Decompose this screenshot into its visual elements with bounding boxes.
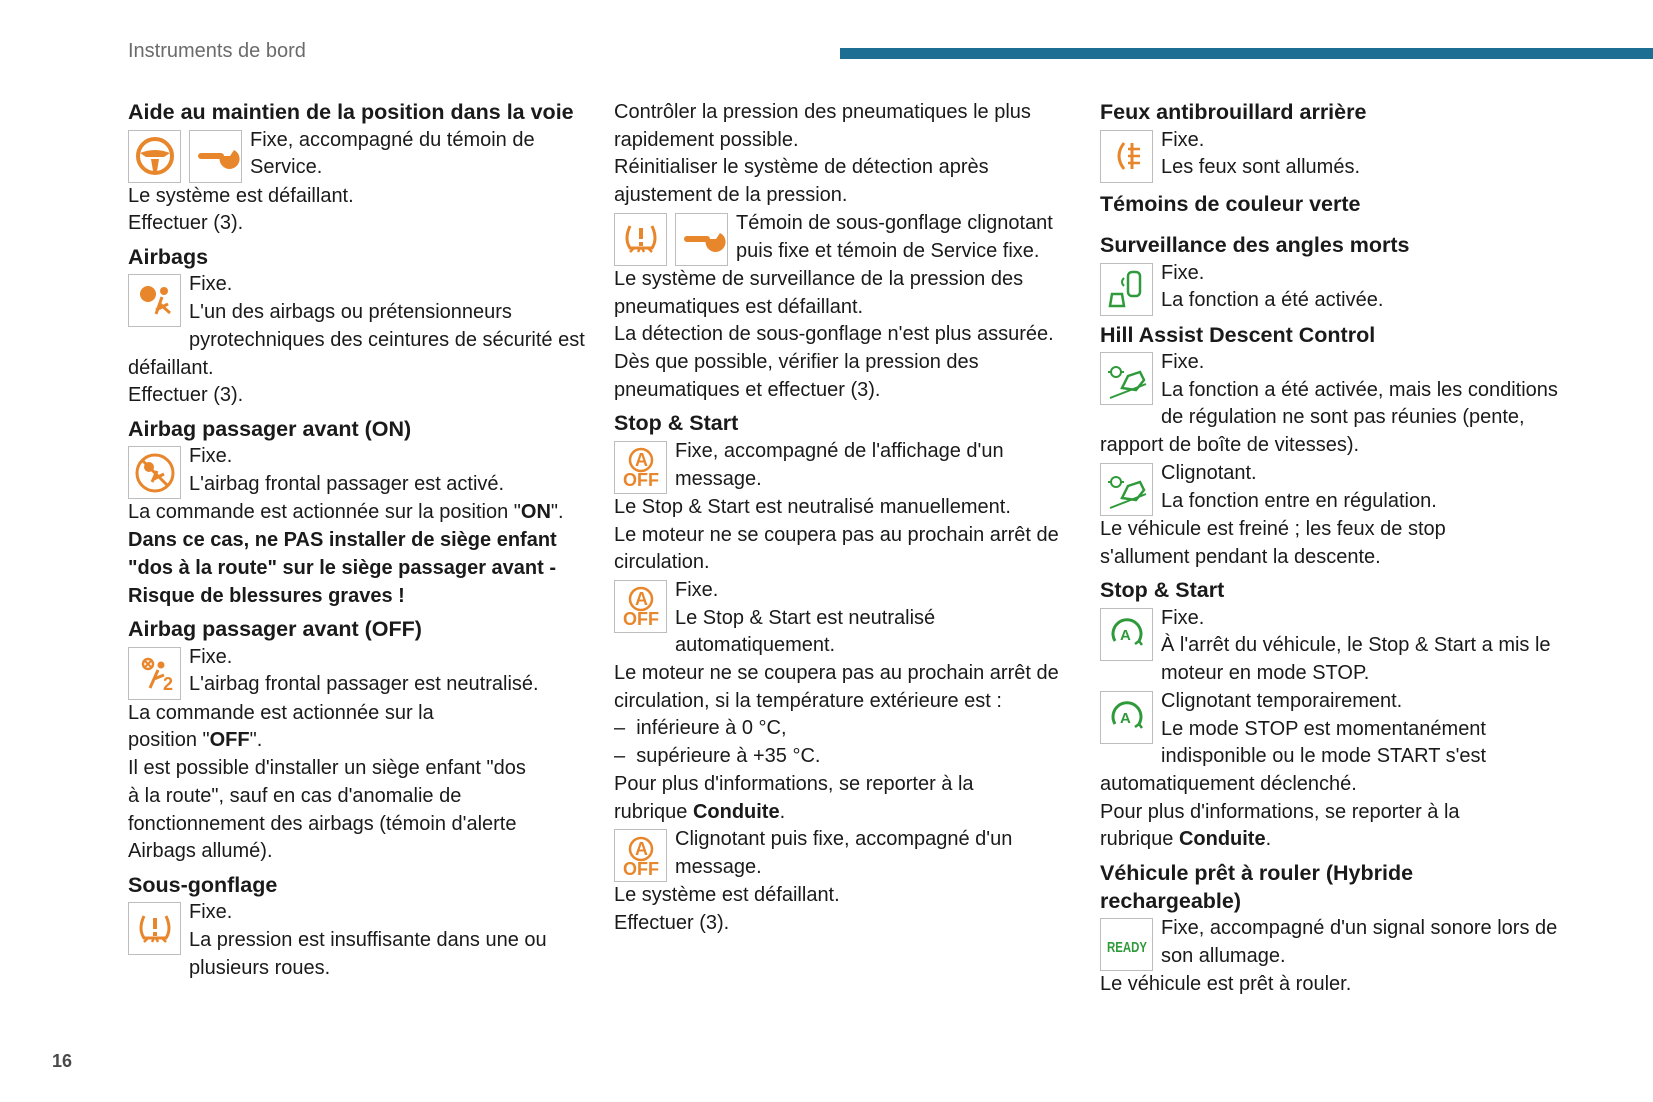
airbag-off-text-2: L'airbag frontal passager est neutralisé. — [189, 673, 539, 696]
running-header: Instruments de bord — [128, 40, 306, 62]
blind-spot-text-2: La fonction a été activée. — [1161, 289, 1384, 312]
stop-start-text-b4: – inférieure à 0 °C, — [614, 717, 787, 740]
page-number: 16 — [52, 1051, 73, 1071]
hill-block-2 — [1100, 460, 1570, 516]
lane-text-1: Fixe, accompagné du témoin de Service. — [250, 128, 535, 179]
svg-text:A: A — [1119, 627, 1131, 645]
tyre-text-6: Dès que possible, vérifier la pression des pneumatiques et effectuer (3). — [614, 350, 979, 401]
underinflation-text-2: La pression est insuffisante dans une ou plusieurs roues. — [189, 929, 547, 979]
column-1 — [128, 99, 588, 983]
tyre-text-2: Réinitialiser le système de détection après ajustement de la pression. — [614, 156, 989, 207]
stop-start-off-icon — [614, 580, 667, 633]
stop-start-text-a3: Le moteur ne se coupera pas au prochain arrêt de circulation. — [614, 523, 1059, 574]
svg-text:A: A — [634, 450, 648, 471]
stop-start-text-c1: Clignotant puis fixe, accompagné d'un message. — [675, 828, 1013, 878]
tyre-text-5: La détection de sous-gonflage n'est plus assurée. — [614, 323, 1054, 346]
stop-start-manual-block — [614, 438, 1064, 494]
airbags-text-2: L'un des airbags ou prétensionneurs pyrotechniques des ceintures de sécurité est défaillant. — [128, 301, 585, 379]
stop-start-active-icon — [1100, 608, 1153, 661]
svg-text:A: A — [634, 838, 648, 859]
section-title-airbag-on: Airbag passager avant (ON) — [128, 416, 412, 441]
rear-fog-light-icon — [1100, 130, 1153, 183]
ready-text-2: Le véhicule est prêt à rouler. — [1100, 973, 1352, 996]
stop-start-off-icon — [614, 829, 667, 882]
header-accent-bar — [840, 48, 1653, 59]
svg-text:READY: READY — [1106, 938, 1147, 956]
airbag-off-icon — [128, 647, 181, 700]
ready-block — [1100, 915, 1570, 971]
hill-text-1: Fixe. — [1161, 351, 1205, 373]
wrench-icon — [675, 213, 728, 266]
hill-text-2: La fonction a été activée, mais les conditions de régulation ne sont pas réunies (pente, rapport de boîte de vitesses). — [1100, 378, 1558, 457]
column-3 — [1100, 99, 1570, 999]
tyre-pressure-icon — [614, 213, 667, 266]
stop-start-green-text-5: Pour plus d'informations, se reporter à la rubrique Conduite. — [1100, 800, 1460, 851]
lane-text-2: Le système est défaillant. — [128, 184, 354, 207]
section-title-hill: Hill Assist Descent Control — [1100, 322, 1376, 347]
airbag-on-warning: Dans ce cas, ne PAS installer de siège enfant "dos à la route" sur le siège passager avant - Risque de blessures graves ! — [128, 529, 557, 607]
stop-start-text-c2: Le système est défaillant. — [614, 884, 840, 907]
section-title-stop-start: Stop & Start — [614, 411, 739, 436]
stop-start-green-block-2 — [1100, 688, 1570, 799]
stop-start-off-icon — [614, 441, 667, 494]
stop-start-text-b2: Le Stop & Start est neutralisé automatiquement. — [675, 606, 936, 657]
airbag-on-icon — [128, 446, 181, 499]
airbag-on-text-1: Fixe. — [189, 445, 233, 468]
stop-start-text-a1: Fixe, accompagné de l'affichage d'un message. — [675, 439, 1004, 490]
wrench-icon — [189, 130, 242, 183]
steering-wheel-icon — [128, 130, 181, 183]
blind-spot-text-1: Fixe. — [1161, 261, 1205, 284]
stop-start-text-c3: Effectuer (3). — [614, 911, 730, 934]
airbag-off-block — [128, 644, 588, 700]
stop-start-text-b5: – supérieure à +35 °C. — [614, 745, 821, 768]
rear-fog-text-2: Les feux sont allumés. — [1161, 156, 1360, 179]
tyre-text-1: Contrôler la pression des pneumatiques le plus rapidement possible. — [614, 101, 1031, 151]
section-title-stop-start-green: Stop & Start — [1100, 578, 1225, 603]
stop-start-text-b6: Pour plus d'informations, se reporter à la rubrique Conduite. — [614, 772, 974, 823]
section-title-airbags: Airbags — [128, 244, 209, 269]
stop-start-green-text-4: Le mode STOP est momentanément indisponible ou le mode START s'est automatiquement déclenché. — [1100, 717, 1487, 795]
airbag-off-text-1: Fixe. — [189, 645, 233, 668]
lane-keeping-block — [128, 127, 588, 183]
svg-text:A: A — [1119, 710, 1131, 728]
airbags-text-3: Effectuer (3). — [128, 384, 244, 407]
tyre-service-block — [614, 210, 1064, 266]
stop-start-green-text-2: À l'arrêt du véhicule, le Stop & Start a mis le moteur en mode STOP. — [1161, 634, 1551, 685]
tyre-pressure-icon — [128, 902, 181, 955]
svg-text:OFF: OFF — [622, 858, 659, 879]
rear-fog-text-1: Fixe. — [1161, 128, 1205, 151]
stop-start-green-text-1: Fixe. — [1161, 606, 1205, 629]
svg-text:2: 2 — [162, 674, 173, 695]
ready-icon — [1100, 918, 1153, 971]
section-title-ready: Véhicule prêt à rouler (Hybride rechargeable) — [1100, 861, 1414, 913]
stop-start-active-icon — [1100, 691, 1153, 744]
hill-block-1 — [1100, 349, 1570, 460]
section-title-airbag-off: Airbag passager avant (OFF) — [128, 617, 422, 642]
svg-text:A: A — [634, 589, 648, 610]
underinflation-text-1: Fixe. — [189, 901, 233, 924]
stop-start-text-b3: Le moteur ne se coupera pas au prochain arrêt de circulation, si la température extérieure est : — [614, 662, 1059, 712]
svg-text:OFF: OFF — [622, 609, 659, 630]
hill-text-4: La fonction entre en régulation. — [1161, 489, 1437, 512]
stop-start-text-a2: Le Stop & Start est neutralisé manuellement. — [614, 495, 1011, 518]
airbag-off-text-4: Il est possible d'installer un siège enfant "dos à la route", sauf en cas d'anomalie de fonctionnement des airbags (témoin d'alerte Airbags allumé). — [128, 757, 526, 863]
airbag-on-block — [128, 443, 588, 499]
tyre-text-3: Témoin de sous-gonflage clignotant puis fixe et témoin de Service fixe. — [736, 211, 1053, 262]
blind-spot-icon — [1100, 263, 1153, 316]
column-2 — [614, 99, 1064, 938]
underinflation-block — [128, 899, 588, 982]
hill-descent-icon — [1100, 463, 1153, 516]
stop-start-green-block-1 — [1100, 605, 1570, 688]
hill-text-5: Le véhicule est freiné ; les feux de stop s'allument pendant la descente. — [1100, 517, 1446, 568]
hill-text-3: Clignotant. — [1161, 461, 1257, 484]
lane-text-3: Effectuer (3). — [128, 212, 244, 235]
svg-text:OFF: OFF — [622, 470, 659, 491]
section-title-rear-fog: Feux antibrouillard arrière — [1100, 100, 1367, 124]
rear-fog-block — [1100, 127, 1570, 183]
blind-spot-block — [1100, 260, 1570, 316]
section-title-green: Témoins de couleur verte — [1100, 191, 1361, 216]
stop-start-text-b1: Fixe. — [675, 578, 719, 601]
airbag-off-text-3: La commande est actionnée sur la position "OFF". — [128, 701, 434, 752]
airbag-on-text-3: La commande est actionnée sur la position "ON". — [128, 501, 564, 524]
ready-text-1: Fixe, accompagné d'un signal sonore lors de son allumage. — [1161, 917, 1558, 967]
section-title-underinflation: Sous-gonflage — [128, 872, 278, 897]
airbag-warning-icon — [128, 274, 181, 327]
section-title-lane-keeping: Aide au maintien de la position dans la voie — [128, 100, 574, 124]
stop-start-green-text-3: Clignotant temporairement. — [1161, 689, 1403, 712]
airbag-on-text-2: L'airbag frontal passager est activé. — [189, 473, 505, 496]
stop-start-auto-block — [614, 577, 1064, 660]
airbags-text-1: Fixe. — [189, 273, 233, 296]
stop-start-fault-block — [614, 826, 1064, 882]
section-title-blind-spot: Surveillance des angles morts — [1100, 233, 1410, 257]
airbags-block — [128, 271, 588, 382]
tyre-text-4: Le système de surveillance de la pression des pneumatiques est défaillant. — [614, 267, 1024, 318]
hill-descent-icon — [1100, 352, 1153, 405]
